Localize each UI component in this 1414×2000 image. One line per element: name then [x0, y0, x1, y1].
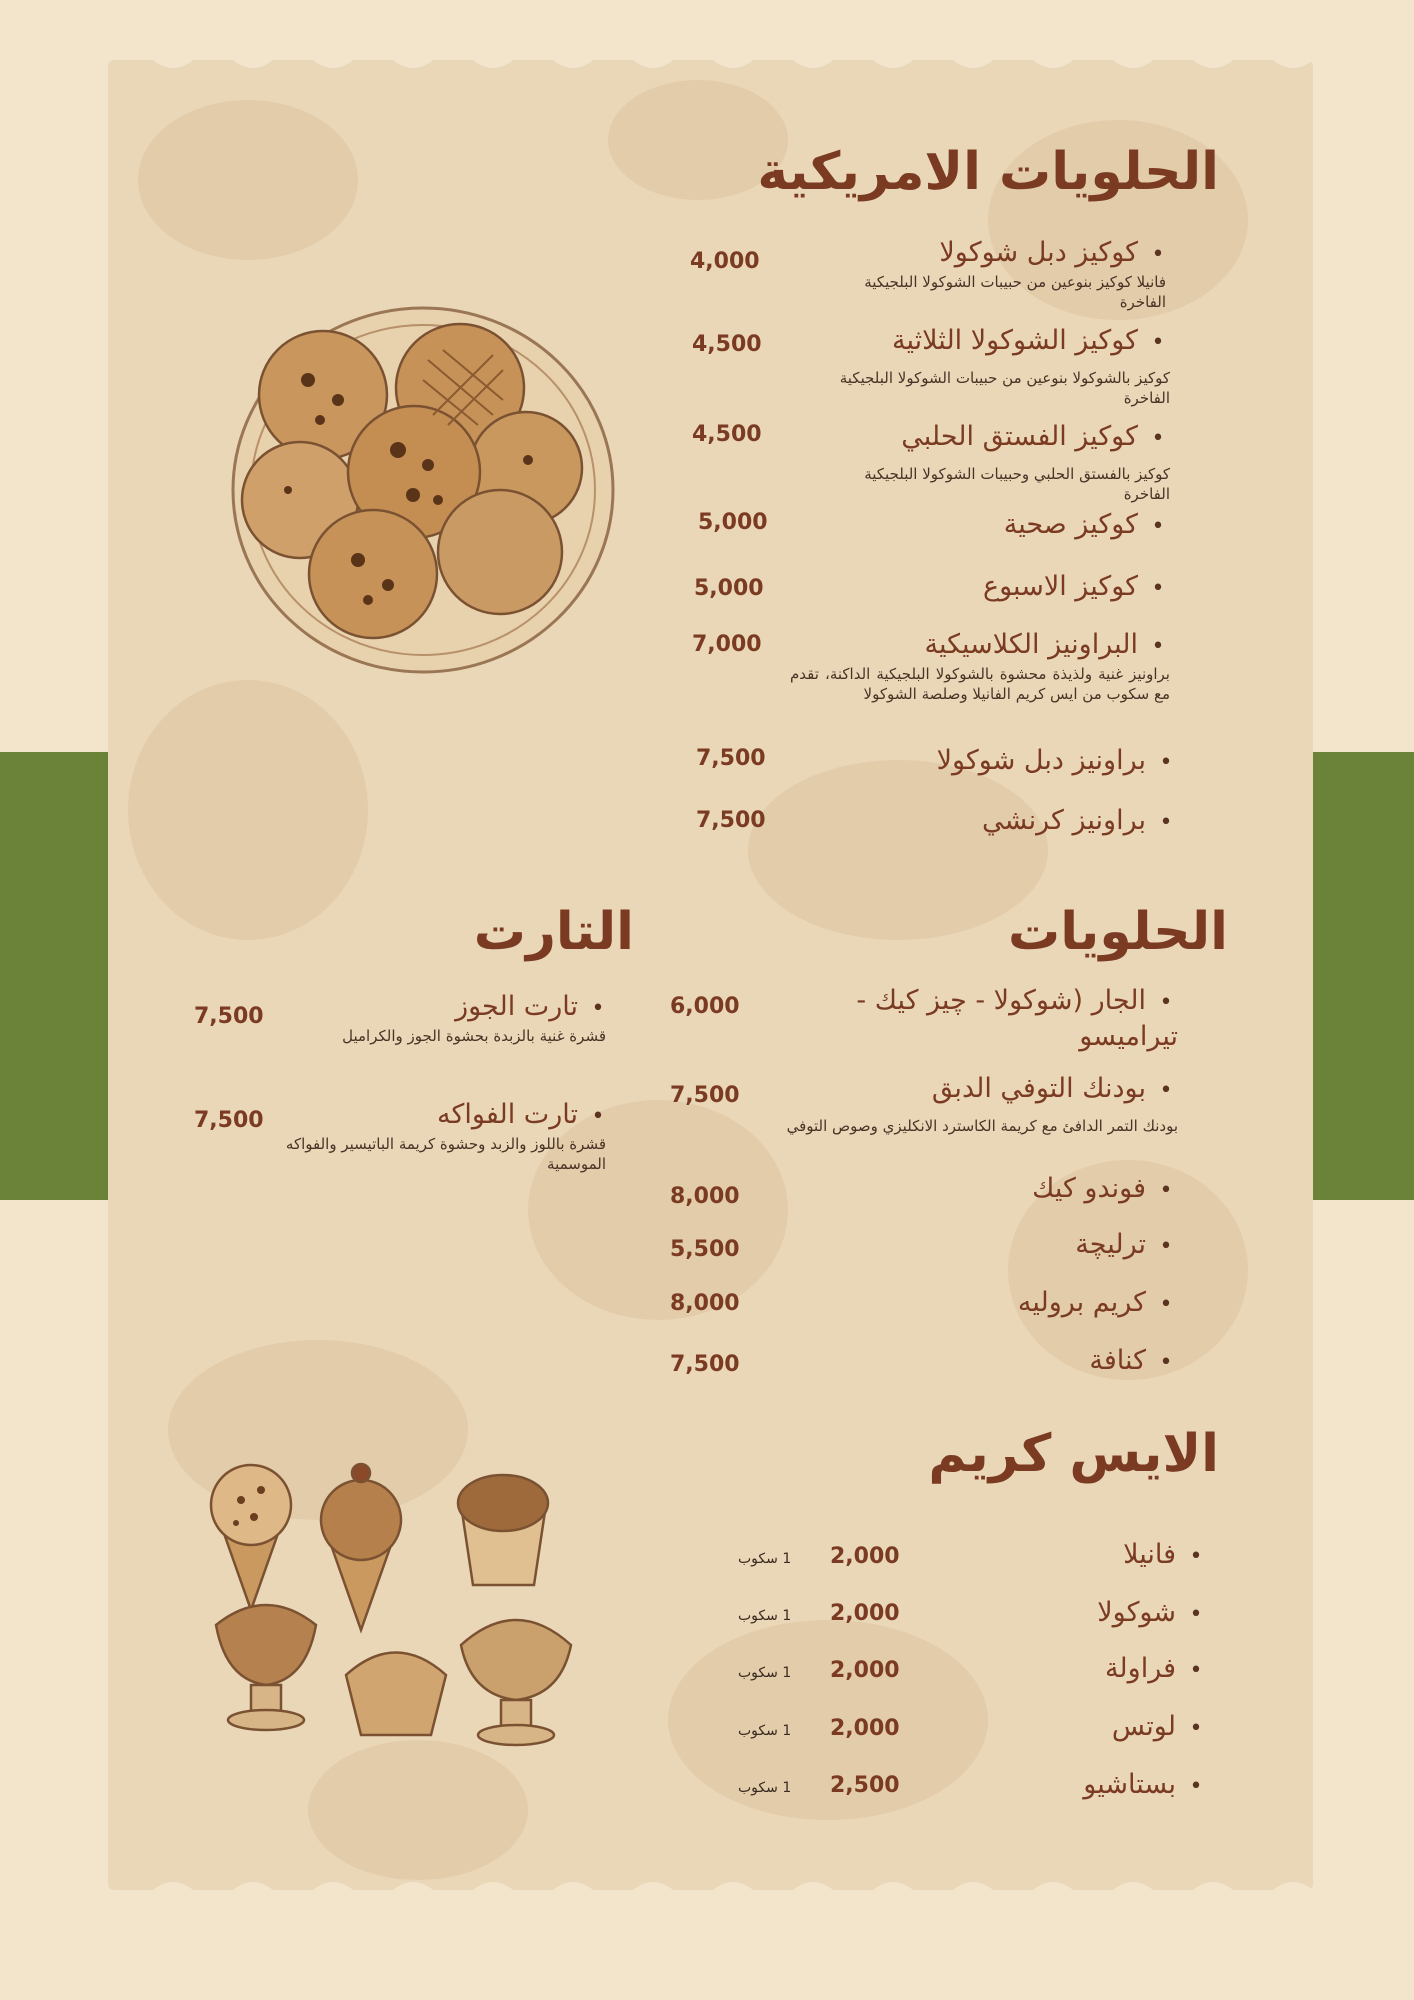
cookie-plate-illustration: [228, 300, 618, 680]
item-price: 7,000: [692, 632, 762, 657]
item-name: • الجار (شوكولا - چيز كيك - تيراميسو: [848, 984, 1178, 1054]
tart-title: التارت: [473, 902, 634, 962]
item-name: • تارت الفواكه: [280, 1098, 610, 1134]
texture-blob: [138, 100, 358, 260]
menu-item: [848, 1228, 1178, 1264]
texture-blob: [668, 1620, 988, 1820]
item-price: 7,500: [194, 1004, 264, 1029]
item-name: • براونيز دبل شوكولا: [838, 744, 1178, 780]
item-description: كوكيز بالفستق الحلبي وحبيبات الشوكولا البلجيكية الفاخرة: [864, 465, 1170, 503]
item-name: • كوكيز الاسبوع: [830, 570, 1170, 606]
item-price: 4,500: [692, 332, 762, 357]
scoop-unit: 1 سكوب: [738, 1780, 792, 1796]
item-name: • شوكولا: [1008, 1596, 1208, 1632]
item-name: • بودنك التوفي الدبق: [748, 1072, 1178, 1108]
item-price: 7,500: [670, 1352, 740, 1377]
ice-cream-illustration: [196, 1445, 596, 1775]
sweets-title: الحلويات: [1008, 902, 1228, 962]
item-price: 5,500: [670, 1237, 740, 1262]
item-name: • ترليچة: [848, 1228, 1178, 1264]
item-price: 2,000: [830, 1716, 900, 1741]
item-name: • كريم بروليه: [848, 1286, 1178, 1322]
item-name: • كوكيز دبل شوكولا: [830, 236, 1170, 272]
scalloped-edge-bottom: [108, 1874, 1313, 1906]
menu-item: [848, 1172, 1178, 1208]
item-name: • لوتس: [1008, 1710, 1208, 1746]
american-title: الحلويات الامريكية: [757, 142, 1219, 202]
item-description: براونيز غنية ولذيذة محشوة بالشوكولا البلجيكية الداكنة، تقدم مع سكوب من ايس كريم الفانيلا وصلصة الشوكولا: [790, 665, 1170, 703]
menu-item: [848, 984, 1178, 1054]
item-price: 2,500: [830, 1773, 900, 1798]
item-name: • تارت الجوز: [280, 990, 610, 1026]
item-name: • بستاشيو: [1008, 1768, 1208, 1804]
menu-item: [838, 804, 1178, 840]
menu-item: [1008, 1538, 1208, 1574]
menu-item: [838, 744, 1178, 780]
item-description: قشرة غنية بالزبدة بحشوة الجوز والكراميل: [342, 1027, 606, 1045]
menu-item: [280, 990, 610, 1046]
texture-blob: [128, 680, 368, 940]
item-name: • فوندو كيك: [848, 1172, 1178, 1208]
scoop-unit: 1 سكوب: [738, 1665, 792, 1681]
scoop-unit: 1 سكوب: [738, 1723, 792, 1739]
item-price: 4,000: [690, 249, 760, 274]
item-price: 5,000: [698, 510, 768, 535]
scalloped-edge-top: [108, 44, 1313, 76]
item-price: 8,000: [670, 1184, 740, 1209]
menu-item: [1008, 1596, 1208, 1632]
icecream-title: الايس كريم: [928, 1424, 1219, 1484]
menu-item: [848, 1286, 1178, 1322]
menu-item: [1008, 1652, 1208, 1688]
item-name: • كنافة: [848, 1344, 1178, 1380]
menu-item: [830, 420, 1170, 504]
item-name: • فراولة: [1008, 1652, 1208, 1688]
item-description: قشرة باللوز والزبد وحشوة كريمة الباتيسير والفواكه الموسمية: [285, 1135, 606, 1173]
item-price: 6,000: [670, 994, 740, 1019]
item-name: • كوكيز الشوكولا الثلاثية: [810, 324, 1170, 360]
menu-item: [280, 1098, 610, 1174]
item-name: • براونيز كرنشي: [838, 804, 1178, 840]
item-name: • فانيلا: [1008, 1538, 1208, 1574]
menu-item: [790, 628, 1170, 704]
item-description: فانيلا كوكيز بنوعين من حبيبات الشوكولا البلجيكية الفاخرة: [864, 273, 1166, 311]
menu-item: [1008, 1710, 1208, 1746]
texture-blob: [748, 760, 1048, 940]
item-price: 2,000: [830, 1601, 900, 1626]
menu-item: [748, 1072, 1178, 1136]
menu-item: [830, 236, 1170, 312]
item-price: 2,000: [830, 1544, 900, 1569]
item-description: كوكيز بالشوكولا بنوعين من حبيبات الشوكولا البلجيكية الفاخرة: [839, 369, 1170, 407]
item-price: 5,000: [694, 576, 764, 601]
item-price: 7,500: [670, 1083, 740, 1108]
item-name: • كوكيز صحية: [830, 508, 1170, 544]
scoop-unit: 1 سكوب: [738, 1608, 792, 1624]
scoop-unit: 1 سكوب: [738, 1551, 792, 1567]
menu-item: [810, 324, 1170, 408]
item-price: 4,500: [692, 422, 762, 447]
item-price: 2,000: [830, 1658, 900, 1683]
menu-item: [1008, 1768, 1208, 1804]
item-price: 7,500: [696, 746, 766, 771]
menu-item: [830, 570, 1170, 606]
item-name: • البراونيز الكلاسيكية: [790, 628, 1170, 664]
menu-item: [830, 508, 1170, 544]
item-name: • كوكيز الفستق الحلبي: [830, 420, 1170, 456]
item-description: بودنك التمر الدافئ مع كريمة الكاسترد الانكليزي وصوص التوفي: [786, 1117, 1178, 1135]
item-price: 8,000: [670, 1291, 740, 1316]
menu-item: [848, 1344, 1178, 1380]
item-price: 7,500: [696, 808, 766, 833]
item-price: 7,500: [194, 1108, 264, 1133]
